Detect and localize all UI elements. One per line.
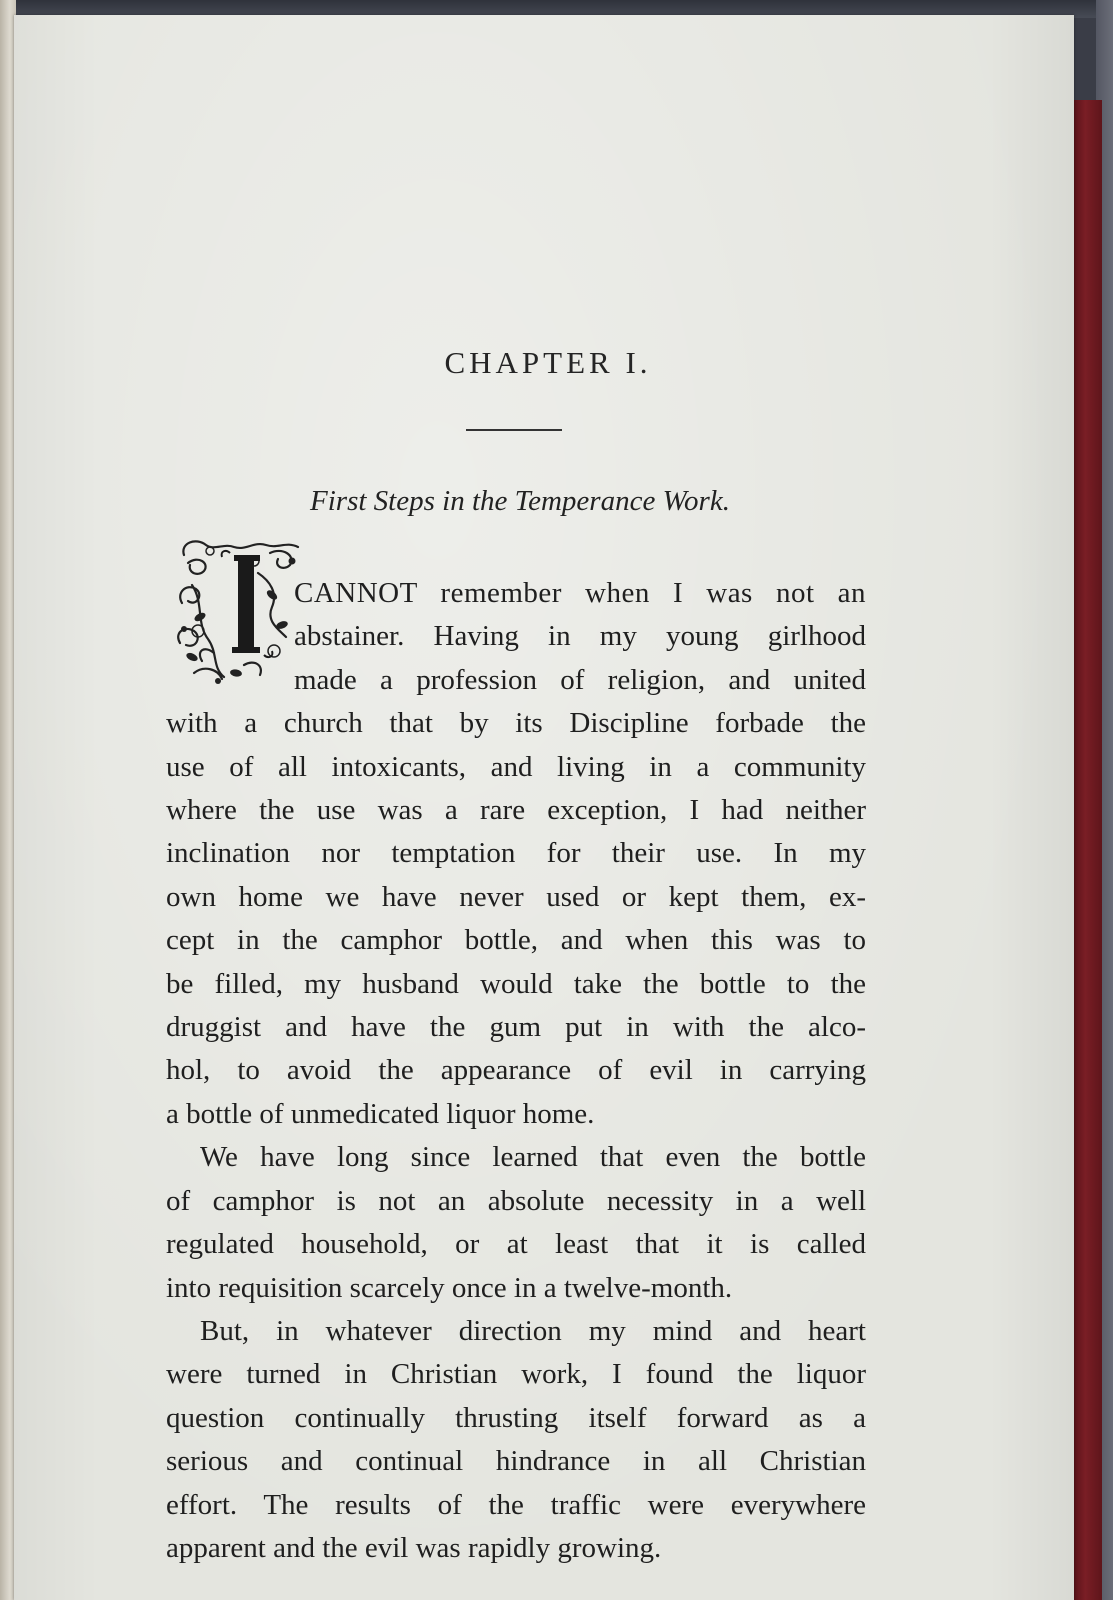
paragraph-1 — [166, 572, 866, 1136]
text-line: abstainer. Having in my young girlhood — [294, 620, 866, 653]
body-text — [166, 572, 866, 1570]
text-line: inclination nor temptation for their use. In my — [166, 837, 866, 870]
text-line: But, in whatever direction my mind and heart — [200, 1314, 866, 1347]
text-line: effort. The results of the traffic were everywhere — [166, 1488, 866, 1521]
chapter-subtitle: First Steps in the Temperance Work. — [310, 485, 730, 517]
chapter-heading: CHAPTER I. — [444, 345, 652, 380]
text-line: be filled, my husband would take the bottle to the — [166, 967, 866, 1000]
text-line: serious and continual hindrance in all Christian — [166, 1445, 866, 1478]
text-line: CANNOT remember when I was not an — [294, 577, 866, 609]
text-line: own home we have never used or kept them, ex- — [166, 880, 866, 913]
text-line: were turned in Christian work, I found the liquor — [166, 1358, 866, 1391]
paragraph-3 — [166, 1310, 866, 1570]
text-line: question continually thrusting itself forward as a — [166, 1401, 866, 1434]
text-line: hol, to avoid the appearance of evil in carrying — [166, 1054, 866, 1087]
text-line: regulated household, or at least that it is called — [166, 1228, 866, 1261]
book-cover-edge — [1072, 100, 1102, 1600]
text-line: We have long since learned that even the bottle — [200, 1141, 866, 1174]
text-line: cept in the camphor bottle, and when this was to — [166, 924, 866, 957]
text-line: druggist and have the gum put in with the alco- — [166, 1011, 866, 1044]
text-line: of camphor is not an absolute necessity in a well — [166, 1184, 866, 1217]
heading-rule — [466, 429, 562, 431]
paragraph-2 — [166, 1136, 866, 1310]
text-line: where the use was a rare exception, I had neither — [166, 794, 866, 827]
text-line: use of all intoxicants, and living in a community — [166, 750, 866, 783]
text-line: into requisition scarcely once in a twelve-month. — [166, 1271, 733, 1304]
text-line: made a profession of religion, and united — [294, 663, 866, 696]
book-page — [14, 15, 1074, 1600]
text-line: apparent and the evil was rapidly growing. — [166, 1531, 662, 1564]
text-line: with a church that by its Discipline forbade the — [166, 707, 866, 740]
text-line: a bottle of unmedicated liquor home. — [166, 1097, 595, 1130]
